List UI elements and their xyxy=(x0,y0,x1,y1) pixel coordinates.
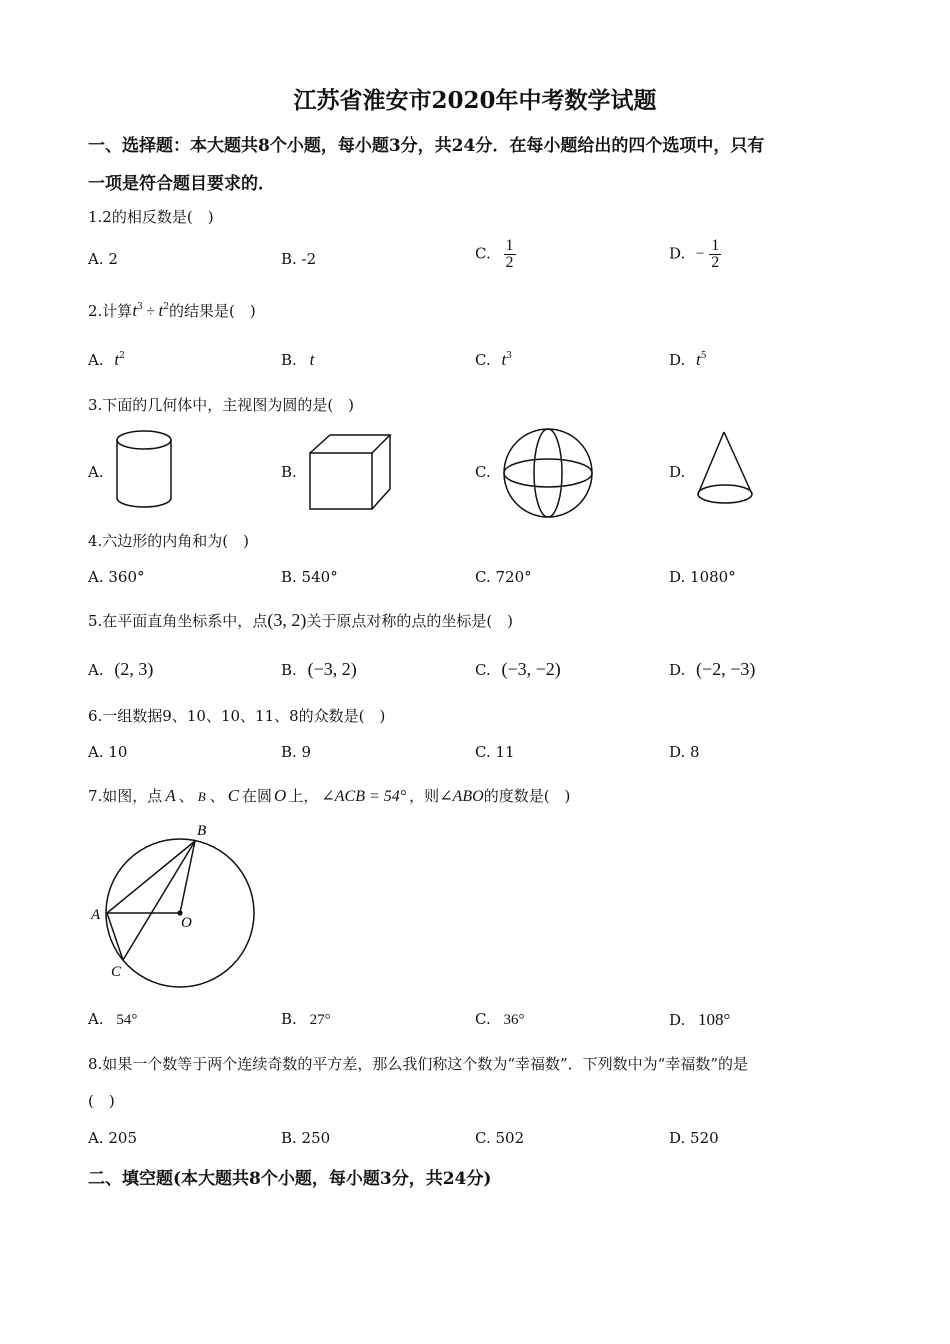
q8-option-b: B. 250 xyxy=(281,1129,331,1147)
page-title: 江苏省淮安市2020年中考数学试题 xyxy=(293,87,657,114)
q7-point-c: C xyxy=(227,786,240,805)
q8-option-d: D. 520 xyxy=(669,1129,719,1147)
q7-b-label: B. xyxy=(281,1010,297,1028)
q2-stem-pre: 2.计算 xyxy=(88,302,133,320)
q7-c-label: C. xyxy=(475,1010,491,1028)
q4-option-d: D. 1080° xyxy=(669,568,736,586)
q7-option-b xyxy=(281,1010,331,1029)
q2-option-b xyxy=(281,350,314,370)
q1-option-c-fraction xyxy=(504,238,516,271)
q7-b-value: 27° xyxy=(309,1012,331,1028)
q5-option-b xyxy=(281,659,357,680)
q4-stem: 4.六边形的内角和为( ) xyxy=(88,532,250,550)
q7-d-label: D. xyxy=(669,1011,686,1029)
label-o: O xyxy=(181,915,192,931)
q2-b-label: B. xyxy=(281,351,297,369)
q7-mid2: 上， xyxy=(288,787,319,805)
q2-a-label: A. xyxy=(88,351,104,369)
q7-c-value: 36° xyxy=(503,1012,525,1028)
circle-geometry-figure xyxy=(85,820,265,985)
q8-option-c: C. 502 xyxy=(475,1129,525,1147)
label-c: C xyxy=(111,964,122,980)
q7-point-o: O xyxy=(274,786,287,805)
section2-heading: 二、填空题(本大题共8个小题，每小题3分，共24分) xyxy=(88,1169,492,1189)
q2-stem-post: 的结果是( ) xyxy=(168,302,256,320)
q1-option-d-fraction xyxy=(709,238,721,271)
q3-option-c: C. xyxy=(475,463,491,481)
label-a: A xyxy=(91,907,101,923)
q4-option-b: B. 540° xyxy=(281,568,338,586)
q2-stem xyxy=(88,300,256,321)
q3-option-d: D. xyxy=(669,463,686,481)
q7-angle-acb: ∠ACB = 54° xyxy=(321,788,407,805)
q8-stem-line1: 8.如果一个数等于两个连续奇数的平方差，那么我们称这个数为“幸福数”．下列数中为“幸福数”的是 xyxy=(88,1055,748,1073)
q4-option-a: A. 360° xyxy=(88,568,145,586)
q1-d-sign: − xyxy=(696,246,705,262)
q6-option-c: C. 11 xyxy=(475,743,515,761)
q5-stem xyxy=(88,610,513,631)
q5-option-a xyxy=(88,659,153,680)
q5-d-label: D. xyxy=(669,661,686,679)
q2-b-value: t xyxy=(309,350,315,369)
q1-option-d xyxy=(669,238,721,271)
q5-option-c xyxy=(475,659,561,680)
q5-a-label: A. xyxy=(88,661,104,679)
q5-b-label: B. xyxy=(281,661,297,679)
q2-a-base: t xyxy=(114,350,120,369)
cylinder-figure xyxy=(115,430,175,510)
q5-c-value: (−3, −2) xyxy=(501,659,561,679)
q1-stem: 1.2的相反数是( ) xyxy=(88,208,214,226)
q6-stem: 6.一组数据9、10、10、11、8的众数是( ) xyxy=(88,707,386,725)
q5-c-label: C. xyxy=(475,661,491,679)
q5-d-value: (−2, −3) xyxy=(696,659,756,679)
q7-mid3: ，则 xyxy=(409,787,440,805)
q7-point-a: A xyxy=(165,786,176,805)
q2-d-exp: 5 xyxy=(700,351,707,361)
q2-exp2: 2 xyxy=(163,302,169,312)
segment-cb xyxy=(123,841,195,960)
q2-d-base: t xyxy=(696,350,701,369)
section1-heading-line2: 一项是符合题目要求的． xyxy=(88,174,275,194)
q2-a-exp: 2 xyxy=(119,351,125,361)
q3-option-a: A. xyxy=(88,463,104,481)
q7-point-b: B xyxy=(197,789,206,804)
q7-stem-post: 的度数是( ) xyxy=(483,787,571,805)
q1-option-b: B. -2 xyxy=(281,250,317,268)
q4-option-c: C. 720° xyxy=(475,568,532,586)
q1-option-c xyxy=(475,238,516,271)
q6-option-a: A. 10 xyxy=(88,743,128,761)
q1-c-numerator: 1 xyxy=(505,237,514,254)
q5-stem-post: 关于原点对称的点的坐标是( ) xyxy=(306,612,514,630)
q7-stem-pre: 7.如图，点 xyxy=(88,787,163,805)
q5-option-d xyxy=(669,659,755,680)
q6-option-b: B. 9 xyxy=(281,743,312,761)
q2-exp1: 3 xyxy=(137,302,143,312)
q2-option-c xyxy=(475,350,512,370)
q8-stem-line2: ( ) xyxy=(88,1092,115,1110)
q2-c-exp: 3 xyxy=(506,351,512,361)
q7-option-c xyxy=(475,1010,525,1029)
q2-d-label: D. xyxy=(669,351,686,369)
q3-stem: 3.下面的几何体中，主视图为圆的是( ) xyxy=(88,396,355,414)
q1-c-denominator: 2 xyxy=(505,254,514,271)
q1-option-a: A. 2 xyxy=(88,250,118,268)
q5-point: (3, 2) xyxy=(267,610,307,630)
q7-d-value: 108° xyxy=(698,1010,731,1029)
q2-option-a xyxy=(88,350,125,370)
section1-heading-line1: 一、选择题：本大题共8个小题，每小题3分，共24分．在每小题给出的四个选项中，只有 xyxy=(88,136,765,156)
q8-option-a: A. 205 xyxy=(88,1129,137,1147)
q7-mid1: 在圆 xyxy=(242,787,273,805)
q2-option-d xyxy=(669,350,707,370)
label-b: B xyxy=(197,823,207,839)
q1-option-c-label: C. xyxy=(475,244,491,263)
q7-a-value: 54° xyxy=(116,1012,138,1028)
q7-a-label: A. xyxy=(88,1010,104,1028)
q2-base1: t xyxy=(132,301,138,320)
q7-sep2: 、 xyxy=(209,787,225,805)
q2-c-base: t xyxy=(501,350,507,369)
cone-figure xyxy=(696,430,756,512)
q1-option-d-label: D. xyxy=(669,244,686,263)
q2-operator: ÷ xyxy=(142,304,159,320)
q2-base2: t xyxy=(158,301,164,320)
q3-option-b: B. xyxy=(281,463,297,481)
q1-d-numerator: 1 xyxy=(711,237,720,254)
q7-option-a xyxy=(88,1010,137,1029)
q5-stem-pre: 5.在平面直角坐标系中，点 xyxy=(88,612,268,630)
q6-option-d: D. 8 xyxy=(669,743,700,761)
q5-b-value: (−3, 2) xyxy=(307,659,357,679)
q2-c-label: C. xyxy=(475,351,491,369)
q7-option-d xyxy=(669,1010,730,1030)
q5-a-value: (2, 3) xyxy=(114,659,154,679)
sphere-figure xyxy=(502,427,594,519)
q7-angle-abo: ∠ABO xyxy=(439,788,484,805)
q1-d-denominator: 2 xyxy=(711,254,720,271)
cube-figure xyxy=(308,433,392,511)
q7-sep1: 、 xyxy=(178,787,194,805)
q7-stem xyxy=(88,785,570,806)
